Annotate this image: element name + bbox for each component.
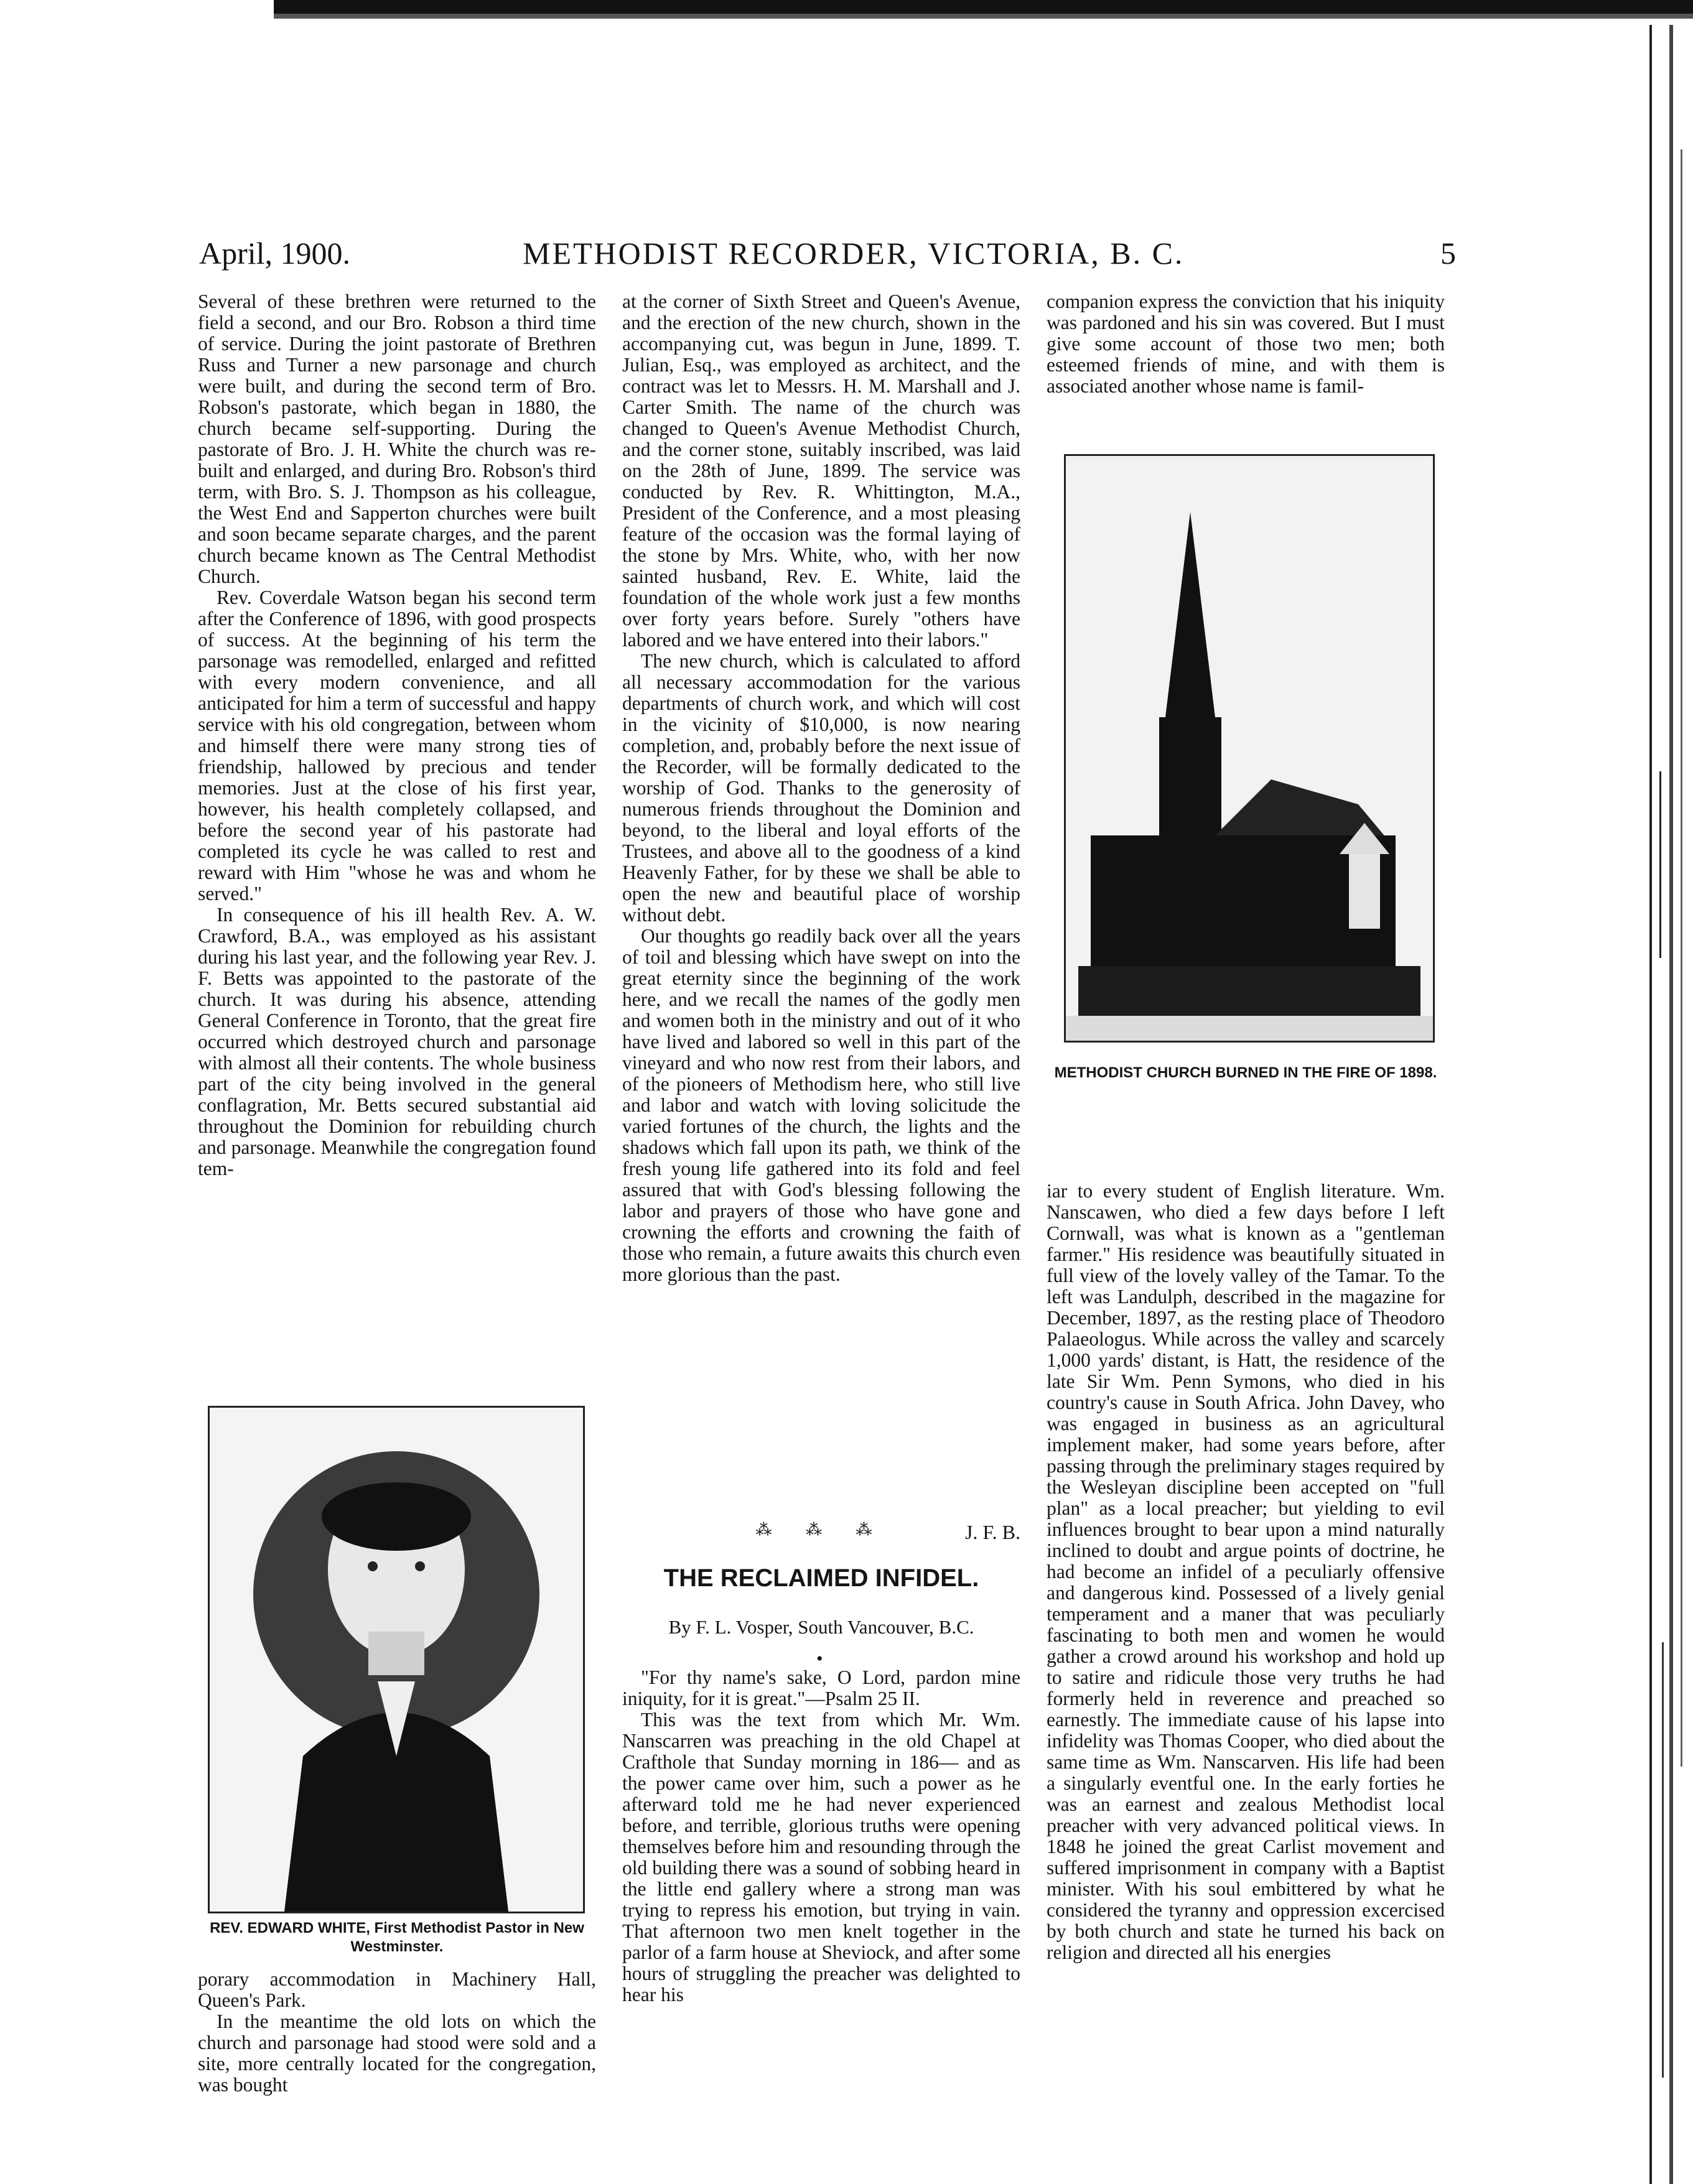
page-header — [199, 235, 1456, 285]
paragraph: at the corner of Sixth Street and Queen's Avenue, and the erection of the new church, shown in the accompanying cut, was begun in June, 1899. T. Julian, Esq., was employed as architect, and the contract was let to Messrs. H. M. Marshall and J. Carter Smith. The name of the church was changed to Queen's Avenue Methodist Church, and the corner stone, suitably inscribed, was laid on the 28th of June, 1899. The service was conducted by Rev. R. Whittington, M.A., President of the Conference, and a most pleasing feature of the occasion was the formal laying of the stone by Mrs. White, who, with her now sainted husband, Rev. E. White, laid the foundation of the whole work just a few months over forty years before. Surely "others have labored and we have entered into their labors." — [622, 290, 1020, 651]
article-2-column-2 — [622, 1667, 1020, 2005]
portrait-illustration — [210, 1408, 583, 1912]
section-divider: ⁂ ⁂ ⁂ — [755, 1521, 887, 1539]
paragraph: This was the text from which Mr. Wm. Nanscarren was preaching in the old Chapel at Crafthole that Sunday morning in 186— and as the power came over him, such a power as he afterward told me he had never experienced before, and terrible, glorious truths were opening themselves before him and resounding through the old building there was a sound of sobbing heard in the little end gallery where a strong man was trying to repress his emotion, but trying in vain. That afternoon two men knelt together in the parlor of a farm house at Sheviock, and after some hours of struggling the preacher was delighted to hear his — [622, 1709, 1020, 2005]
paragraph: In consequence of his ill health Rev. A. W. Crawford, B.A., was employed as his assistant during his last year, and the following year Rev. J. F. Betts was appointed to the pastorate of the church. It was during his absence, attending General Conference in Toronto, that the great fire occurred which destroyed church and parsonage with almost all their contents. The whole business part of the city being involved in the general conflagration, Mr. Betts secured substantial aid throughout the Dominion for rebuilding church and parsonage. Meanwhile the congregation found tem- — [198, 904, 596, 1179]
article-column-2 — [622, 291, 1020, 1285]
publication-title: METHODIST RECORDER, VICTORIA, B. C. — [523, 236, 1185, 271]
scan-border-top — [274, 0, 1693, 25]
article-column-1 — [198, 291, 596, 1179]
article-byline: By F. L. Vosper, South Vancouver, B.C. — [668, 1616, 974, 1638]
article-2-column-3 — [1047, 291, 1445, 397]
portrait-caption: REV. EDWARD WHITE, First Methodist Pastor in New Westminster. — [210, 1920, 584, 1955]
paragraph: porary accommodation in Machinery Hall, Queen's Park. — [198, 1968, 596, 2011]
byline-divider: • — [816, 1648, 823, 1669]
issue-date: April, 1900. — [199, 236, 351, 271]
church-illustration — [1066, 456, 1433, 1041]
paragraph: companion express the conviction that his iniquity was pardoned and his sin was covered. But I must give some account of those two men; both esteemed friends of mine, and with them is associated another whose name is famil- — [1047, 290, 1445, 397]
paragraph: iar to every student of English literature. Wm. Nanscawen, who died a few days before I left Cornwall, was what is known as a "gentleman farmer." His residence was beautifully situated in full view of the lovely valley of the Tamar. To the left was Landulph, described in the magazine for December, 1897, as the resting place of Theodoro Palaeologus. While across the valley and scarcely 1,000 yards' distant, is Hatt, the residence of the late Sir Wm. Penn Symons, who died in his country's cause in South Africa. John Davey, who was engaged in business as an agricultural implement maker, had some years before, after passing through the preliminary stages required by the Wesleyan discipline been accepted on "full plan" as a local preacher; but yielding to evil influences brought to bear upon a mind naturally inclined to doubt and argue points of doctrine, he had become an infidel of a peculiarly offensive and dangerous kind. Possessed of a lively genial temperament and a maner that was peculiarly fascinating to both men and women he would gather a crowd around his workshop and hold up to satire and ridicule those very truths he had formerly held in reverence and preached so earnestly. The immediate cause of his lapse into infidelity was Thomas Cooper, who died about the same time as Wm. Nanscarven. His life had been a singularly eventful one. In the early forties he was an earnest and zealous Methodist local preacher with very advanced political views. In 1848 he joined the great Carlist movement and suffered imprisonment in company with a Baptist minister. With his soul embittered by what he considered the tyranny and oppression excercised by both church and state he turned his back on religion and directed all his energies — [1047, 1180, 1445, 1963]
church-photo — [1064, 454, 1435, 1043]
paragraph: The new church, which is calculated to afford all necessary accommodation for the various departments of church work, and which will cost in the vicinity of $10,000, is now nearing completion, and, probably before the next issue of the Recorder, will be formally dedicated to the worship of God. Thanks to the generosity of numerous friends throughout the Dominion and beyond, to the liberal and loyal efforts of the Trustees, and above all to the goodness of a kind Heavenly Father, for by these we shall be able to open the new and beautiful place of worship without debt. — [622, 650, 1020, 926]
paragraph: Rev. Coverdale Watson began his second term after the Conference of 1896, with good prospects of success. At the beginning of his term the parsonage was remodelled, enlarged and refitted with every modern convenience, and all anticipated for him a term of successful and happy service with his old congregation, between whom and himself there were many strong ties of friendship, hallowed by precious and tender memories. Just at the close of his first year, however, his health completely collapsed, and before the second year of his pastorate had completed its cycle he was called to rest and reward with Him "whose he was and whom he served." — [198, 587, 596, 904]
church-caption: METHODIST CHURCH BURNED IN THE FIRE OF 1898. — [1054, 1064, 1437, 1081]
portrait-photo — [208, 1406, 585, 1913]
article-headline: THE RECLAIMED INFIDEL. — [663, 1564, 979, 1592]
article-signature: J. F. B. — [964, 1521, 1020, 1543]
page-number: 5 — [1440, 236, 1456, 271]
paragraph: "For thy name's sake, O Lord, pardon mine iniquity, for it is great."—Psalm 25 II. — [622, 1666, 1020, 1709]
paragraph: Our thoughts go readily back over all the years of toil and blessing which have swept on into the great eternity since the beginning of the work here, and we recall the names of the godly men and women both in the ministry and out of it who have lived and labored so well in this part of the vineyard and who now rest from their labors, and of the pioneers of Methodism here, who still live and labor and watch with loving solicitude the varied fortunes of the church, the lights and the shadows which fall upon its path, we think of the fresh young life gathered into its fold and feel assured that with God's blessing following the labor and prayers of those who have gone and crowning the efforts and crowning the faith of those who remain, a future awaits this church even more glorious than the past. — [622, 925, 1020, 1285]
paragraph: Several of these brethren were returned to the field a second, and our Bro. Robson a third time of service. During the joint pastorate of Brethren Russ and Turner a new parsonage and church were built, and during the second term of Bro. Robson's pastorate, which began in 1880, the church became self-supporting. During the pastorate of Bro. J. H. White the church was re-built and enlarged, and during Bro. Robson's third term, with Bro. S. J. Thompson as his colleague, the West End and Sapperton churches were built and soon became separate charges, and the parent church became known as The Central Methodist Church. — [198, 290, 596, 587]
paragraph: In the meantime the old lots on which the church and parsonage had stood were sold and a site, more centrally located for the congregation, was bought — [198, 2010, 596, 2096]
article-column-1-continued — [198, 1969, 596, 2096]
article-2-column-3-continued — [1047, 1181, 1445, 1963]
scan-border-right — [1612, 25, 1693, 2184]
